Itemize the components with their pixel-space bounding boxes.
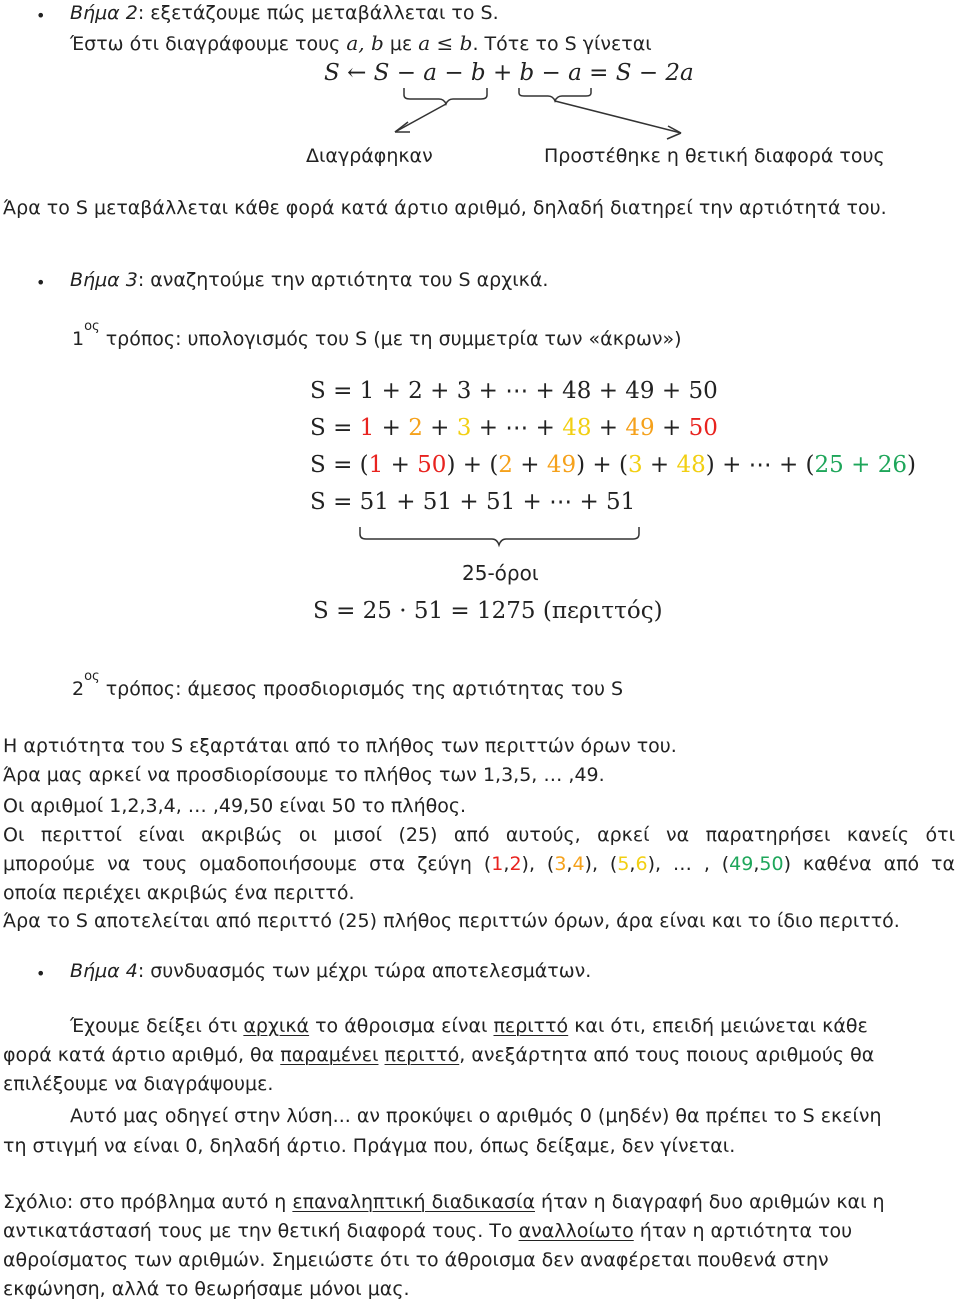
pair-num: 49 — [729, 853, 754, 875]
text: ), ( — [521, 853, 555, 875]
pair-term: 25 + 26 — [814, 452, 907, 478]
text: το άθροισμα είναι — [309, 1015, 494, 1037]
method2-p4: Οι περιττοί είναι ακριβώς οι μισοί (25) από αυτούς, αρκεί να παρατηρήσει κανείς ότι — [3, 824, 955, 846]
term-3: 3 — [456, 415, 472, 441]
terms-brace — [0, 0, 960, 600]
text: , ανεξάρτητα από τους ποιους αριθμούς θα — [459, 1044, 875, 1066]
method2-p6: οποία περιέχει ακριβώς ένα περιττό. — [3, 882, 355, 904]
text: . Τότε το S γίνεται — [472, 33, 652, 55]
text: με — [383, 33, 419, 55]
plus: + — [422, 415, 457, 441]
method2-p5 — [3, 855, 955, 874]
method2-sup: ος — [84, 668, 100, 684]
text: και ότι, επειδή μειώνεται κάθε — [568, 1015, 868, 1037]
method2-num: 2 — [72, 678, 85, 700]
text: ), ( — [584, 853, 618, 875]
label-deleted: Διαγράφηκαν — [306, 145, 433, 167]
underlined-remains: παραμένει — [280, 1044, 379, 1066]
comment-line4: εκφώνηση, αλλά το θεωρήσαμε μόνοι μας. — [3, 1278, 410, 1300]
step4-line4: Αυτό μας οδηγεί στην λύση... αν προκύψει ο αριθμός 0 (μηδέν) θα πρέπει το S εκείνη — [70, 1105, 882, 1127]
step4-heading — [70, 962, 591, 981]
eq5: S = 25 · 51 = 1275 (περιττός) — [313, 598, 663, 624]
plus: + — [512, 452, 547, 478]
eq-text: S = — [310, 415, 360, 441]
method2-heading — [72, 668, 624, 700]
eq4: S = 51 + 51 + 51 + ⋯ + 51 — [310, 489, 636, 515]
eq1: S = 1 + 2 + 3 + ⋯ + 48 + 49 + 50 — [310, 378, 718, 404]
brace-label: 25-όροι — [462, 561, 539, 585]
comma: , — [629, 853, 636, 875]
comma: , — [753, 853, 760, 875]
underlined-odd: περιττό — [384, 1044, 460, 1066]
term-1: 1 — [359, 415, 375, 441]
pair-num: 2 — [509, 853, 522, 875]
bullet-step4: • — [36, 964, 46, 983]
math-vars: a, b — [346, 31, 384, 55]
text: αντικατάστασή τους με την θετική διαφορά τους. Το — [3, 1220, 519, 1242]
term-49: 49 — [625, 415, 655, 441]
comment-line2 — [3, 1222, 852, 1241]
eq-text: ) + ( — [446, 452, 499, 478]
method1-sup: ος — [84, 318, 100, 334]
text: Έχουμε δείξει ότι — [70, 1015, 244, 1037]
underlined-odd: περιττό — [493, 1015, 569, 1037]
bullet-step2: • — [36, 6, 46, 25]
method1-num: 1 — [72, 328, 85, 350]
step2-title-rest: : εξετάζουμε πώς μεταβάλλεται το S. — [137, 2, 499, 24]
term-50: 50 — [688, 415, 718, 441]
pair-num: 1 — [491, 853, 504, 875]
math-cond: a ≤ b — [418, 31, 473, 55]
pair-term: 3 — [627, 452, 643, 478]
pair-num: 3 — [554, 853, 567, 875]
text: Σχόλιο: στο πρόβλημα αυτό η — [3, 1191, 293, 1213]
underlined-iterative-process: επαναληπτική διαδικασία — [292, 1191, 535, 1213]
term-48: 48 — [562, 415, 592, 441]
bullet-step3: • — [36, 273, 46, 292]
step4-line1 — [70, 1017, 868, 1036]
eq-text: ) + ⋯ + ( — [705, 452, 815, 478]
method2-text: τρόπος: άμεσος προσδιορισμός της αρτιότητας του S — [99, 678, 624, 700]
step3-title-rest: : αναζητούμε την αρτιότητα του S αρχικά. — [137, 269, 549, 291]
text: ήταν η διαγραφή δυο αριθμών και η — [534, 1191, 885, 1213]
step2-formula: S ← S − a − b + b − a = S − 2a — [324, 60, 694, 86]
text: φορά κατά άρτιο αριθμό, θα — [3, 1044, 281, 1066]
underlined-initially: αρχικά — [243, 1015, 310, 1037]
pair-term: 1 — [368, 452, 384, 478]
pair-term: 2 — [498, 452, 513, 478]
plus: + — [591, 415, 626, 441]
method2-p7: Άρα το S αποτελείται από περιττό (25) πλήθος περιττών όρων, άρα είναι και το ίδιο περιττό. — [3, 910, 900, 932]
method2-p1: Η αρτιότητα του S εξαρτάται από το πλήθος των περιττών όρων του. — [3, 735, 677, 757]
term-2: 2 — [408, 415, 423, 441]
pair-num: 6 — [635, 853, 648, 875]
step4-title-rest: : συνδυασμός των μέχρι τώρα αποτελεσμάτων. — [137, 960, 592, 982]
step2-conclusion: Άρα το S μεταβάλλεται κάθε φορά κατά άρτιο αριθμό, δηλαδή διατηρεί την αρτιότητά του. — [3, 197, 887, 219]
step2-title: Βήμα 2 — [70, 2, 138, 24]
plus: + — [642, 452, 677, 478]
pair-num: 50 — [759, 853, 784, 875]
underlined-invariant: αναλλοίωτο — [518, 1220, 634, 1242]
plus: + — [374, 415, 409, 441]
eq-text: + ⋯ + — [471, 415, 563, 441]
text: ), … , ( — [647, 853, 730, 875]
comma: , — [566, 853, 573, 875]
plus: + — [383, 452, 418, 478]
step4-line5: τη στιγμή να είναι 0, δηλαδή άρτιο. Πράγμα που, όπως δείξαμε, δεν γίνεται. — [3, 1135, 736, 1157]
step4-line2 — [3, 1046, 874, 1065]
method1-text: τρόπος: υπολογισμός του S (με τη συμμετρία των «άκρων») — [99, 328, 682, 350]
step4-title: Βήμα 4 — [70, 960, 138, 982]
eq-text: ) — [906, 452, 916, 478]
method2-p2: Άρα μας αρκεί να προσδιορίσουμε το πλήθος των 1,3,5, … ,49. — [3, 764, 605, 786]
text: ήταν η αρτιότητα του — [633, 1220, 853, 1242]
eq-text: S = ( — [310, 452, 369, 478]
comma: , — [503, 853, 510, 875]
pair-term: 48 — [676, 452, 706, 478]
comment-line3: αθροίσματος των αριθμών. Σημειώστε ότι το άθροισμα δεν αναφέρεται πουθενά στην — [3, 1249, 829, 1271]
text: μπορούμε να τους ομαδοποιήσουμε στα ζεύγη ( — [3, 853, 492, 875]
text: ) καθένα από τα — [783, 853, 956, 875]
step4-line3: επιλέξουμε να διαγράψουμε. — [3, 1073, 274, 1095]
label-added-difference: Προστέθηκε η θετική διαφορά τους — [544, 145, 885, 167]
pair-term: 50 — [417, 452, 447, 478]
eq-text: ) + ( — [576, 452, 628, 478]
text: Έστω ότι διαγράφουμε τους — [70, 33, 347, 55]
step3-title: Βήμα 3 — [70, 269, 138, 291]
comment-line1 — [3, 1193, 885, 1212]
pair-term: 49 — [546, 452, 577, 478]
method2-p3: Οι αριθμοί 1,2,3,4, … ,49,50 είναι 50 το πλήθος. — [3, 795, 467, 817]
plus: + — [654, 415, 689, 441]
pair-num: 4 — [572, 853, 585, 875]
pair-num: 5 — [617, 853, 630, 875]
